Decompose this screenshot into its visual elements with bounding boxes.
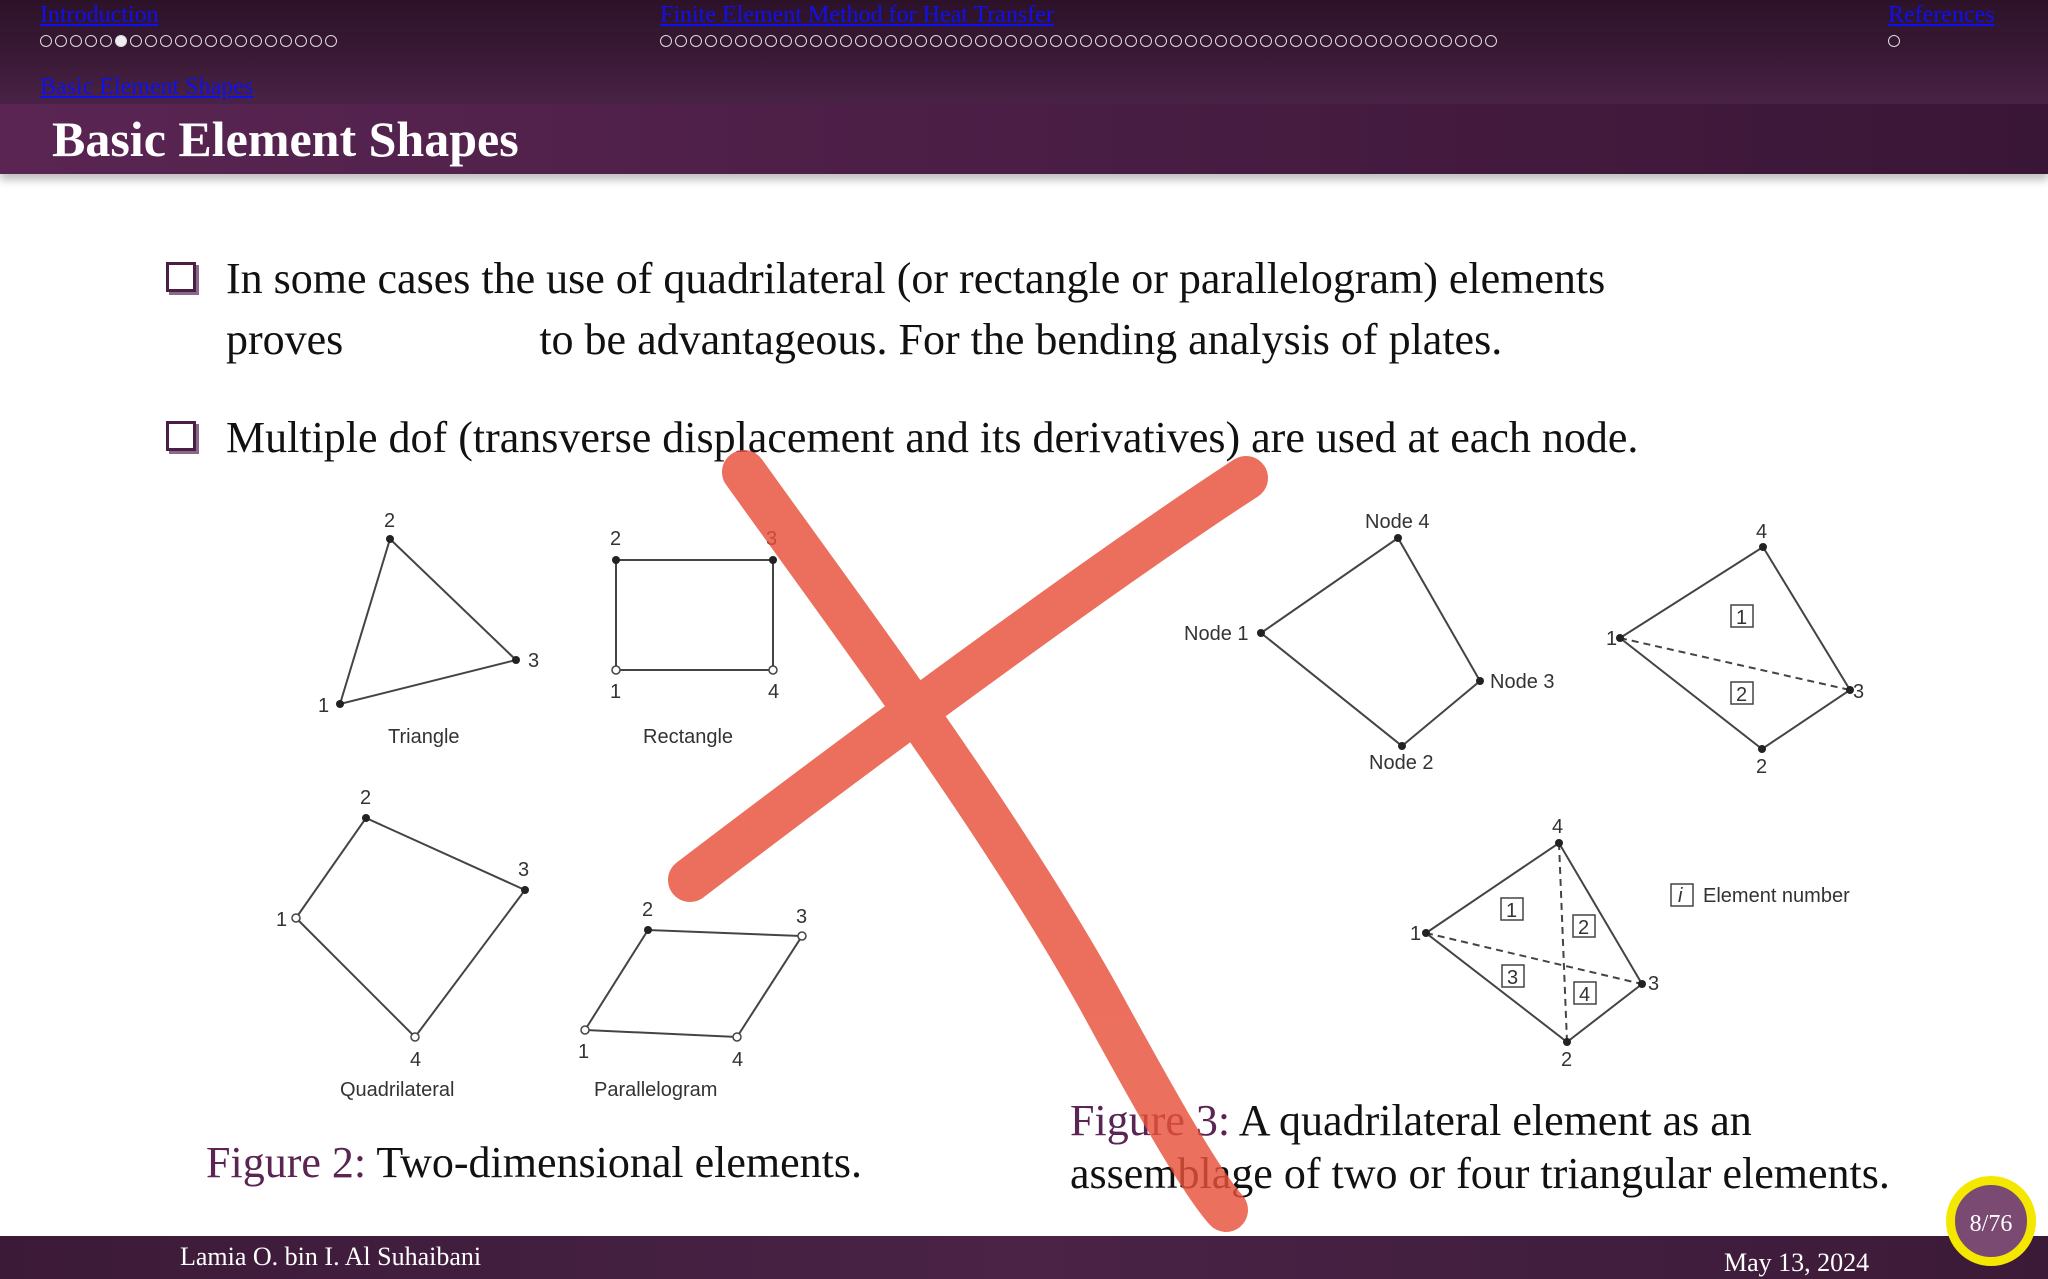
node-label: 1 (1606, 628, 1618, 650)
diagonal-dashed (1559, 843, 1567, 1042)
node-label: 1 (318, 695, 330, 717)
caption-label: Figure 2: (206, 1138, 367, 1187)
caption-text: Two-dimensional elements. (376, 1138, 863, 1187)
element-number: 4 (1579, 984, 1591, 1006)
bullet-line-2a: proves (226, 315, 344, 364)
node-dot (521, 886, 529, 894)
node-label: 2 (384, 510, 396, 532)
bullet-line-1: Multiple dof (transverse displacement and its derivatives) are used at each node. (226, 413, 1639, 462)
node-label: 3 (1648, 973, 1660, 995)
node-label-1: Node 1 (1184, 623, 1249, 645)
element-number: 2 (1736, 684, 1748, 706)
node-dot (769, 666, 777, 674)
legend-label: Element number (1703, 885, 1850, 907)
node-label-3: Node 3 (1490, 671, 1555, 693)
element-number-boxes (1501, 605, 1753, 1006)
nav-subsection-link[interactable]: Basic Element Shapes (40, 74, 254, 100)
legend-symbol: i (1678, 885, 1683, 907)
node-label: 4 (768, 681, 780, 703)
bullet-line-2b: to be advantageous. For the bending analysis of plates. (539, 315, 1503, 364)
quad-four-triangles (1426, 843, 1642, 1042)
node-dot (581, 1026, 589, 1034)
node-dot (362, 814, 370, 822)
shape-label-quadrilateral: Quadrilateral (340, 1079, 455, 1101)
footer-bar (0, 1236, 2048, 1279)
node-label-2: Node 2 (1369, 752, 1434, 774)
node-dot (1616, 634, 1624, 642)
node-dot (1758, 745, 1766, 753)
element-number: 3 (1507, 967, 1519, 989)
rectangle-element (616, 560, 773, 670)
node-dot (1638, 980, 1646, 988)
caption-line-1: A quadrilateral element as an (1238, 1096, 1752, 1145)
bullet-line-1: In some cases the use of quadrilateral (or rectangle or parallelogram) elements (226, 254, 1606, 303)
node-label: 4 (410, 1049, 422, 1071)
node-label: 2 (642, 899, 654, 921)
node-dot (1398, 742, 1406, 750)
node-label: 3 (1853, 681, 1865, 703)
node-label: 3 (766, 528, 778, 550)
nav-link-references[interactable]: References (1888, 2, 1995, 28)
node-dot (1476, 677, 1484, 685)
nav-link-introduction[interactable]: Introduction (40, 2, 159, 28)
node-label: 1 (1410, 923, 1422, 945)
page-number: 8/76 (1969, 1211, 2013, 1237)
node-dot (1422, 929, 1430, 937)
node-label: 3 (796, 906, 808, 928)
node-dot (411, 1033, 419, 1041)
node-dot (386, 535, 394, 543)
node-dot (1555, 839, 1563, 847)
node-label: 4 (732, 1049, 744, 1071)
node-dot (644, 926, 652, 934)
node-dot (612, 556, 620, 564)
node-dot (798, 932, 806, 940)
element-number: 1 (1736, 607, 1748, 629)
parallelogram-element (585, 930, 802, 1037)
node-label-4: Node 4 (1365, 511, 1430, 533)
node-label: 1 (610, 681, 622, 703)
node-dot (512, 656, 520, 664)
node-label: 1 (578, 1041, 590, 1063)
caption-label: Figure 3: (1070, 1096, 1231, 1145)
node-label: 2 (360, 787, 372, 809)
node-dot (1257, 629, 1265, 637)
shape-label-rectangle: Rectangle (643, 726, 734, 748)
figure3-shapes (1261, 538, 1850, 1042)
nav-link-fem[interactable]: Finite Element Method for Heat Transfer (660, 2, 1054, 28)
figure3-caption (1070, 1094, 1890, 1200)
node-label: 2 (1756, 756, 1768, 778)
node-dot (1394, 534, 1402, 542)
node-dot (1563, 1038, 1571, 1046)
quad-two-triangles (1620, 547, 1850, 749)
node-label: 3 (528, 650, 540, 672)
node-dot (336, 700, 344, 708)
footer-author: Lamia O. bin I. Al Suhaibani (180, 1242, 482, 1271)
quad-node-element (1261, 538, 1480, 746)
node-dot (1759, 543, 1767, 551)
node-label: 4 (1552, 816, 1564, 838)
node-label: 2 (1561, 1049, 1573, 1071)
node-dot (733, 1033, 741, 1041)
shape-label-triangle: Triangle (388, 726, 460, 748)
caption-line-2: assemblage of two or four triangular elements. (1070, 1149, 1890, 1198)
node-dot (769, 556, 777, 564)
page-title: Basic Element Shapes (52, 111, 519, 167)
node-label: 2 (610, 528, 622, 550)
figure2-caption (206, 1136, 862, 1189)
element-number: 2 (1578, 917, 1590, 939)
page-number-badge (1946, 1176, 2036, 1266)
triangle-element (340, 539, 516, 704)
node-label: 1 (276, 909, 288, 931)
node-dot (612, 666, 620, 674)
shape-label-parallelogram: Parallelogram (594, 1079, 718, 1101)
node-label: 3 (518, 859, 530, 881)
node-dot (292, 914, 300, 922)
figure2-shapes (296, 539, 802, 1037)
figure3-nodes (1257, 534, 1854, 1046)
element-number: 1 (1506, 900, 1518, 922)
footer-date: May 13, 2024 (1724, 1248, 1870, 1277)
node-label: 4 (1756, 521, 1768, 543)
quadrilateral-element (296, 818, 525, 1037)
